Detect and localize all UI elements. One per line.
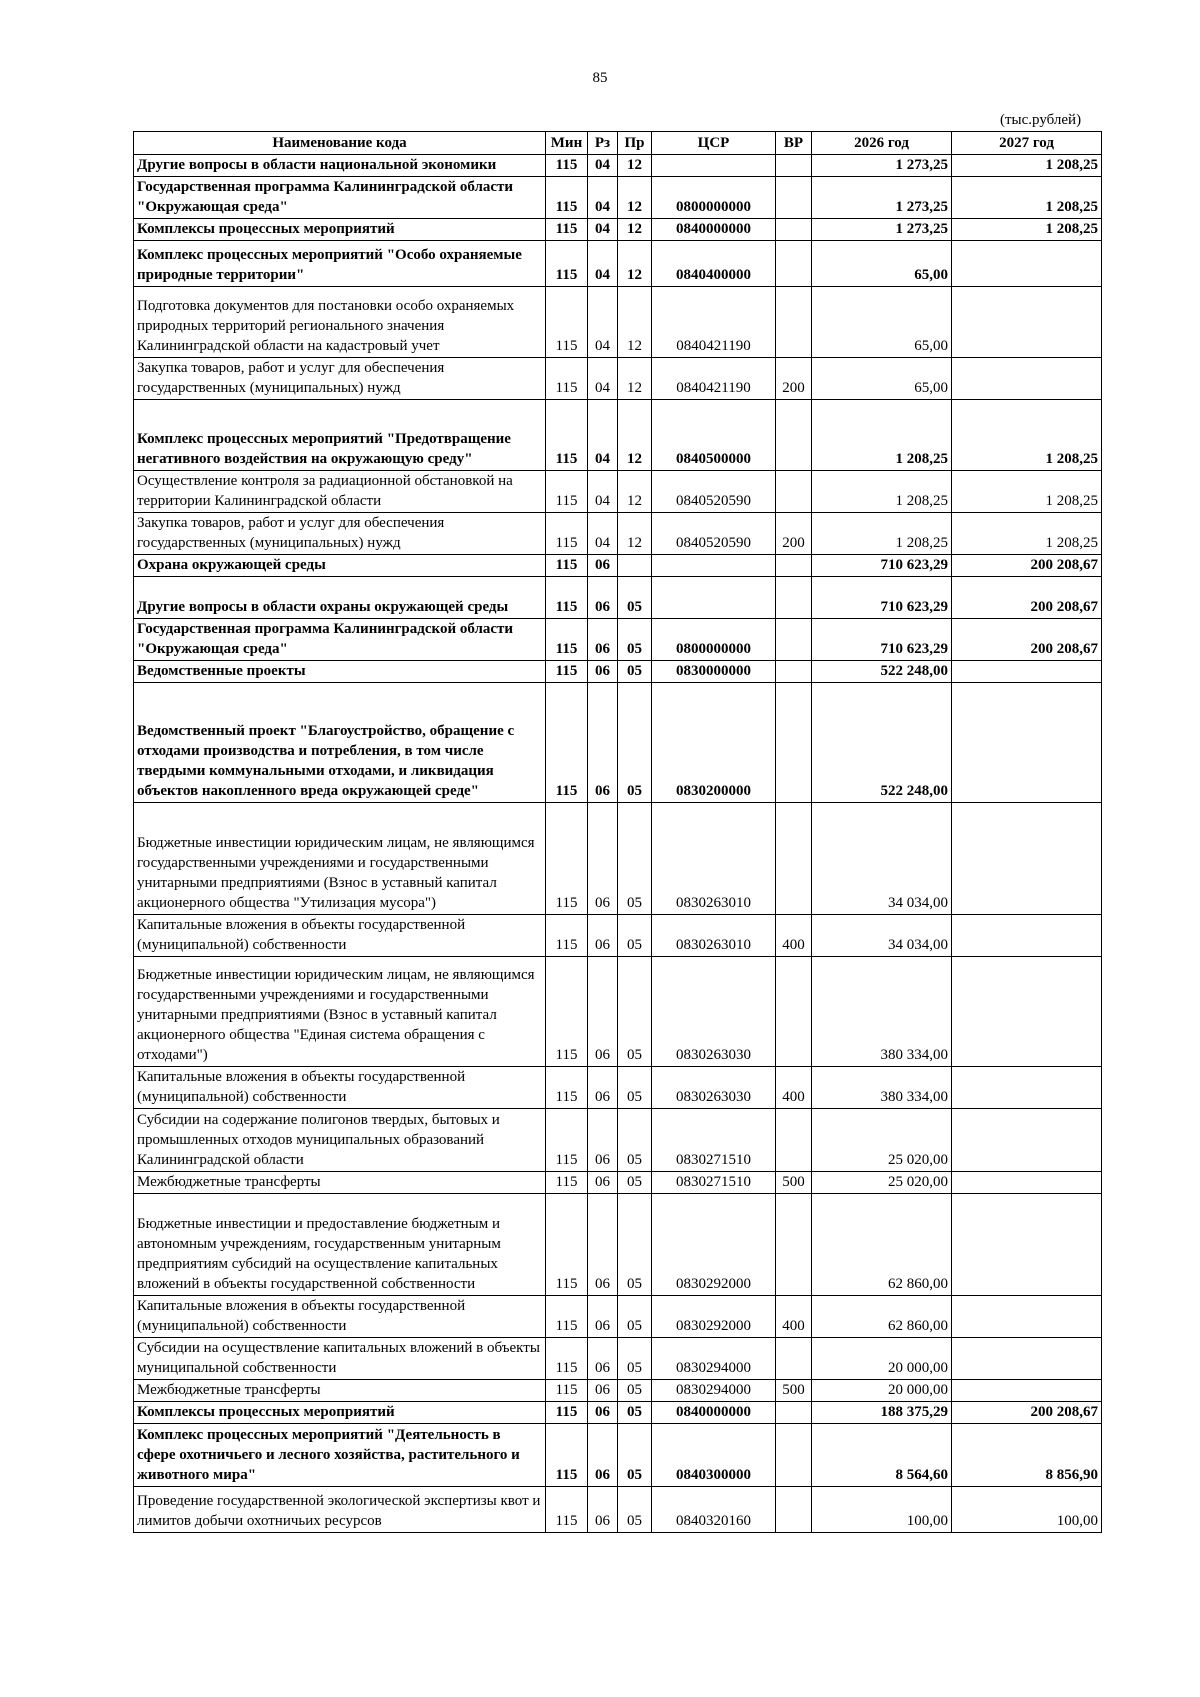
cell-vr (776, 155, 812, 177)
cell-2026: 1 273,25 (812, 155, 952, 177)
cell-csr: 0830263010 (652, 915, 776, 957)
table-row (134, 619, 1102, 661)
cell-pr: 05 (618, 577, 652, 619)
cell-2027 (952, 1338, 1102, 1380)
cell-csr: 0840000000 (652, 219, 776, 241)
cell-2027: 200 208,67 (952, 577, 1102, 619)
cell-min: 115 (546, 1194, 588, 1296)
cell-min: 115 (546, 683, 588, 803)
cell-csr: 0840520590 (652, 471, 776, 513)
cell-csr: 0830292000 (652, 1194, 776, 1296)
table-row (134, 1424, 1102, 1487)
cell-name: Закупка товаров, работ и услуг для обеспечения государственных (муниципальных) нужд (134, 513, 546, 555)
cell-2026: 188 375,29 (812, 1402, 952, 1424)
cell-2026: 25 020,00 (812, 1172, 952, 1194)
table-row (134, 400, 1102, 471)
cell-name: Комплекс процессных мероприятий "Деятельность в сфере охотничьего и лесного хозяйства, растительного и животного мира" (134, 1424, 546, 1487)
cell-vr (776, 1338, 812, 1380)
cell-name: Ведомственный проект "Благоустройство, обращение с отходами производства и потребления, в том числе твердыми коммунальными отходами, и ликвидация объектов накопленного вреда окружающей среде" (134, 683, 546, 803)
table-row (134, 577, 1102, 619)
table-row (134, 661, 1102, 683)
cell-rz: 06 (588, 555, 618, 577)
table-row (134, 1172, 1102, 1194)
cell-2026: 522 248,00 (812, 683, 952, 803)
cell-2027 (952, 683, 1102, 803)
cell-vr (776, 803, 812, 915)
cell-name: Комплекс процессных мероприятий "Предотвращение негативного воздействия на окружающую среду" (134, 400, 546, 471)
table-row (134, 1194, 1102, 1296)
cell-2027: 8 856,90 (952, 1424, 1102, 1487)
cell-pr: 12 (618, 287, 652, 358)
cell-vr (776, 661, 812, 683)
cell-min: 115 (546, 1487, 588, 1533)
cell-rz: 04 (588, 241, 618, 287)
cell-rz: 06 (588, 1109, 618, 1172)
cell-csr: 0840300000 (652, 1424, 776, 1487)
cell-vr (776, 287, 812, 358)
cell-pr: 12 (618, 400, 652, 471)
cell-csr: 0830000000 (652, 661, 776, 683)
cell-vr: 200 (776, 513, 812, 555)
cell-2027: 200 208,67 (952, 1402, 1102, 1424)
cell-pr: 05 (618, 1424, 652, 1487)
cell-pr: 05 (618, 1296, 652, 1338)
cell-min: 115 (546, 555, 588, 577)
cell-min: 115 (546, 241, 588, 287)
table-row (134, 1487, 1102, 1533)
cell-vr (776, 241, 812, 287)
cell-name: Межбюджетные трансферты (134, 1172, 546, 1194)
cell-pr: 05 (618, 661, 652, 683)
cell-name: Капитальные вложения в объекты государственной (муниципальной) собственности (134, 915, 546, 957)
cell-pr: 05 (618, 1172, 652, 1194)
cell-rz: 06 (588, 683, 618, 803)
cell-min: 115 (546, 1380, 588, 1402)
cell-vr (776, 400, 812, 471)
cell-2027 (952, 241, 1102, 287)
cell-pr: 12 (618, 155, 652, 177)
cell-min: 115 (546, 577, 588, 619)
cell-min: 115 (546, 1402, 588, 1424)
cell-2027 (952, 1194, 1102, 1296)
cell-2027: 1 208,25 (952, 219, 1102, 241)
cell-csr: 0840421190 (652, 287, 776, 358)
cell-rz: 04 (588, 287, 618, 358)
cell-pr: 05 (618, 915, 652, 957)
cell-csr: 0830292000 (652, 1296, 776, 1338)
cell-2026: 34 034,00 (812, 915, 952, 957)
cell-vr (776, 1109, 812, 1172)
cell-pr: 05 (618, 619, 652, 661)
cell-name: Межбюджетные трансферты (134, 1380, 546, 1402)
table-row (134, 177, 1102, 219)
cell-min: 115 (546, 1338, 588, 1380)
cell-pr: 12 (618, 241, 652, 287)
units-label: (тыс.рублей) (1000, 112, 1082, 128)
cell-pr: 05 (618, 1109, 652, 1172)
cell-csr: 0840520590 (652, 513, 776, 555)
cell-name: Капитальные вложения в объекты государственной (муниципальной) собственности (134, 1067, 546, 1109)
header-min: Мин (546, 132, 588, 155)
cell-min: 115 (546, 1109, 588, 1172)
cell-pr: 05 (618, 1487, 652, 1533)
cell-2026: 62 860,00 (812, 1296, 952, 1338)
cell-2027 (952, 803, 1102, 915)
header-2026: 2026 год (812, 132, 952, 155)
table-row (134, 1296, 1102, 1338)
cell-rz: 06 (588, 1338, 618, 1380)
cell-name: Проведение государственной экологической экспертизы квот и лимитов добычи охотничьих ресурсов (134, 1487, 546, 1533)
cell-rz: 06 (588, 1296, 618, 1338)
cell-2026: 522 248,00 (812, 661, 952, 683)
cell-min: 115 (546, 957, 588, 1067)
cell-vr: 200 (776, 358, 812, 400)
header-pr: Пр (618, 132, 652, 155)
cell-rz: 06 (588, 1194, 618, 1296)
cell-csr (652, 555, 776, 577)
cell-name: Осуществление контроля за радиационной обстановкой на территории Калининградской области (134, 471, 546, 513)
table-body (134, 155, 1102, 1533)
table-row (134, 287, 1102, 358)
cell-2027: 1 208,25 (952, 513, 1102, 555)
cell-rz: 06 (588, 577, 618, 619)
cell-vr: 400 (776, 1067, 812, 1109)
cell-2026: 1 208,25 (812, 471, 952, 513)
cell-rz: 06 (588, 619, 618, 661)
cell-rz: 06 (588, 1487, 618, 1533)
cell-min: 115 (546, 803, 588, 915)
table-row (134, 555, 1102, 577)
cell-2026: 1 273,25 (812, 219, 952, 241)
cell-vr: 500 (776, 1380, 812, 1402)
cell-2027 (952, 1067, 1102, 1109)
cell-min: 115 (546, 219, 588, 241)
cell-2027: 1 208,25 (952, 177, 1102, 219)
cell-pr: 05 (618, 1067, 652, 1109)
cell-pr: 12 (618, 513, 652, 555)
cell-2026: 1 208,25 (812, 400, 952, 471)
cell-min: 115 (546, 915, 588, 957)
cell-vr: 500 (776, 1172, 812, 1194)
cell-vr (776, 219, 812, 241)
cell-csr: 0830294000 (652, 1380, 776, 1402)
cell-csr: 0840421190 (652, 358, 776, 400)
table-header-row (134, 132, 1102, 155)
cell-rz: 06 (588, 661, 618, 683)
cell-rz: 06 (588, 1380, 618, 1402)
cell-2026: 1 208,25 (812, 513, 952, 555)
cell-name: Комплекс процессных мероприятий "Особо охраняемые природные территории" (134, 241, 546, 287)
cell-pr: 05 (618, 1194, 652, 1296)
cell-csr: 0800000000 (652, 177, 776, 219)
cell-name: Закупка товаров, работ и услуг для обеспечения государственных (муниципальных) нужд (134, 358, 546, 400)
cell-2027: 200 208,67 (952, 619, 1102, 661)
cell-name: Бюджетные инвестиции и предоставление бюджетным и автономным учреждениям, государственным унитарным предприятиям субсидий на осуществление капитальных вложений в объекты государственной собственности (134, 1194, 546, 1296)
cell-name: Бюджетные инвестиции юридическим лицам, не являющимся государственными учреждениями и государственными унитарными предприятиями (Взнос в уставный капитал акционерного общества "Утилизация мусора") (134, 803, 546, 915)
cell-pr: 12 (618, 177, 652, 219)
table-row (134, 803, 1102, 915)
cell-2026: 100,00 (812, 1487, 952, 1533)
cell-2027 (952, 1380, 1102, 1402)
cell-vr (776, 1402, 812, 1424)
cell-2027 (952, 1109, 1102, 1172)
cell-2026: 710 623,29 (812, 577, 952, 619)
cell-name: Бюджетные инвестиции юридическим лицам, не являющимся государственными учреждениями и государственными унитарными предприятиями (Взнос в уставный капитал акционерного общества "Единая система обращения с отходами") (134, 957, 546, 1067)
table-row (134, 1067, 1102, 1109)
cell-csr: 0840500000 (652, 400, 776, 471)
cell-vr (776, 1194, 812, 1296)
cell-2027 (952, 1172, 1102, 1194)
cell-rz: 04 (588, 471, 618, 513)
cell-vr (776, 555, 812, 577)
cell-rz: 04 (588, 400, 618, 471)
cell-rz: 06 (588, 803, 618, 915)
cell-min: 115 (546, 661, 588, 683)
header-rz: Рз (588, 132, 618, 155)
cell-2026: 65,00 (812, 241, 952, 287)
cell-rz: 06 (588, 957, 618, 1067)
cell-csr: 0830294000 (652, 1338, 776, 1380)
cell-2026: 65,00 (812, 287, 952, 358)
cell-rz: 04 (588, 219, 618, 241)
cell-csr: 0830263030 (652, 957, 776, 1067)
cell-2026: 710 623,29 (812, 619, 952, 661)
cell-2026: 380 334,00 (812, 1067, 952, 1109)
cell-pr: 05 (618, 1338, 652, 1380)
cell-csr: 0830200000 (652, 683, 776, 803)
cell-vr (776, 957, 812, 1067)
table-row (134, 1109, 1102, 1172)
header-csr: ЦСР (652, 132, 776, 155)
cell-min: 115 (546, 1067, 588, 1109)
cell-pr: 05 (618, 683, 652, 803)
cell-min: 115 (546, 177, 588, 219)
cell-name: Государственная программа Калининградской области "Окружающая среда" (134, 619, 546, 661)
cell-vr (776, 177, 812, 219)
cell-csr: 0830263030 (652, 1067, 776, 1109)
cell-rz: 04 (588, 177, 618, 219)
cell-rz: 06 (588, 1172, 618, 1194)
table-row (134, 513, 1102, 555)
cell-name: Государственная программа Калининградской области "Окружающая среда" (134, 177, 546, 219)
cell-2027 (952, 1296, 1102, 1338)
table-row (134, 155, 1102, 177)
cell-min: 115 (546, 471, 588, 513)
cell-vr (776, 577, 812, 619)
cell-min: 115 (546, 1296, 588, 1338)
cell-vr: 400 (776, 915, 812, 957)
cell-pr: 05 (618, 1380, 652, 1402)
cell-name: Другие вопросы в области национальной экономики (134, 155, 546, 177)
cell-2027: 100,00 (952, 1487, 1102, 1533)
table-row (134, 957, 1102, 1067)
cell-2027: 1 208,25 (952, 400, 1102, 471)
cell-vr (776, 1487, 812, 1533)
cell-min: 115 (546, 619, 588, 661)
cell-2026: 34 034,00 (812, 803, 952, 915)
cell-vr: 400 (776, 1296, 812, 1338)
cell-2027 (952, 915, 1102, 957)
cell-name: Охрана окружающей среды (134, 555, 546, 577)
cell-name: Другие вопросы в области охраны окружающей среды (134, 577, 546, 619)
cell-pr: 12 (618, 471, 652, 513)
cell-csr: 0840400000 (652, 241, 776, 287)
cell-rz: 06 (588, 1067, 618, 1109)
table-row (134, 471, 1102, 513)
cell-csr: 0830271510 (652, 1109, 776, 1172)
table-row (134, 1338, 1102, 1380)
cell-2027 (952, 358, 1102, 400)
cell-2026: 62 860,00 (812, 1194, 952, 1296)
cell-min: 115 (546, 358, 588, 400)
header-vr: ВР (776, 132, 812, 155)
cell-vr (776, 619, 812, 661)
cell-name: Ведомственные проекты (134, 661, 546, 683)
header-2027: 2027 год (952, 132, 1102, 155)
cell-min: 115 (546, 513, 588, 555)
cell-min: 115 (546, 1172, 588, 1194)
cell-pr: 12 (618, 358, 652, 400)
cell-vr (776, 471, 812, 513)
cell-name: Комплексы процессных мероприятий (134, 1402, 546, 1424)
cell-pr: 05 (618, 803, 652, 915)
cell-vr (776, 683, 812, 803)
cell-name: Комплексы процессных мероприятий (134, 219, 546, 241)
table-row (134, 1380, 1102, 1402)
cell-rz: 04 (588, 155, 618, 177)
table-row (134, 915, 1102, 957)
cell-2027 (952, 287, 1102, 358)
table-row (134, 683, 1102, 803)
cell-2026: 20 000,00 (812, 1380, 952, 1402)
cell-name: Субсидии на осуществление капитальных вложений в объекты муниципальной собственности (134, 1338, 546, 1380)
cell-name: Капитальные вложения в объекты государственной (муниципальной) собственности (134, 1296, 546, 1338)
cell-csr: 0800000000 (652, 619, 776, 661)
cell-2026: 8 564,60 (812, 1424, 952, 1487)
cell-2026: 1 273,25 (812, 177, 952, 219)
cell-2027 (952, 661, 1102, 683)
cell-2026: 20 000,00 (812, 1338, 952, 1380)
cell-2026: 65,00 (812, 358, 952, 400)
table-row (134, 358, 1102, 400)
cell-min: 115 (546, 287, 588, 358)
cell-pr: 05 (618, 1402, 652, 1424)
page-number: 85 (592, 70, 608, 86)
cell-csr: 0830263010 (652, 803, 776, 915)
cell-name: Субсидии на содержание полигонов твердых, бытовых и промышленных отходов муниципальных образований Калининградской области (134, 1109, 546, 1172)
cell-2027: 200 208,67 (952, 555, 1102, 577)
cell-csr: 0840000000 (652, 1402, 776, 1424)
budget-table (133, 131, 1102, 1533)
cell-pr (618, 555, 652, 577)
table-row (134, 241, 1102, 287)
cell-csr: 0840320160 (652, 1487, 776, 1533)
cell-rz: 04 (588, 513, 618, 555)
cell-2026: 710 623,29 (812, 555, 952, 577)
cell-csr (652, 577, 776, 619)
cell-2027: 1 208,25 (952, 155, 1102, 177)
table-row (134, 219, 1102, 241)
header-name: Наименование кода (134, 132, 546, 155)
cell-rz: 06 (588, 1402, 618, 1424)
cell-pr: 12 (618, 219, 652, 241)
cell-rz: 04 (588, 358, 618, 400)
cell-rz: 06 (588, 1424, 618, 1487)
cell-2027: 1 208,25 (952, 471, 1102, 513)
cell-pr: 05 (618, 957, 652, 1067)
cell-min: 115 (546, 1424, 588, 1487)
cell-rz: 06 (588, 915, 618, 957)
cell-vr (776, 1424, 812, 1487)
table-row (134, 1402, 1102, 1424)
cell-min: 115 (546, 400, 588, 471)
cell-2026: 25 020,00 (812, 1109, 952, 1172)
cell-name: Подготовка документов для постановки особо охраняемых природных территорий регионального значения Калининградской области на кадастровый учет (134, 287, 546, 358)
cell-2027 (952, 957, 1102, 1067)
cell-csr (652, 155, 776, 177)
cell-2026: 380 334,00 (812, 957, 952, 1067)
cell-min: 115 (546, 155, 588, 177)
cell-csr: 0830271510 (652, 1172, 776, 1194)
